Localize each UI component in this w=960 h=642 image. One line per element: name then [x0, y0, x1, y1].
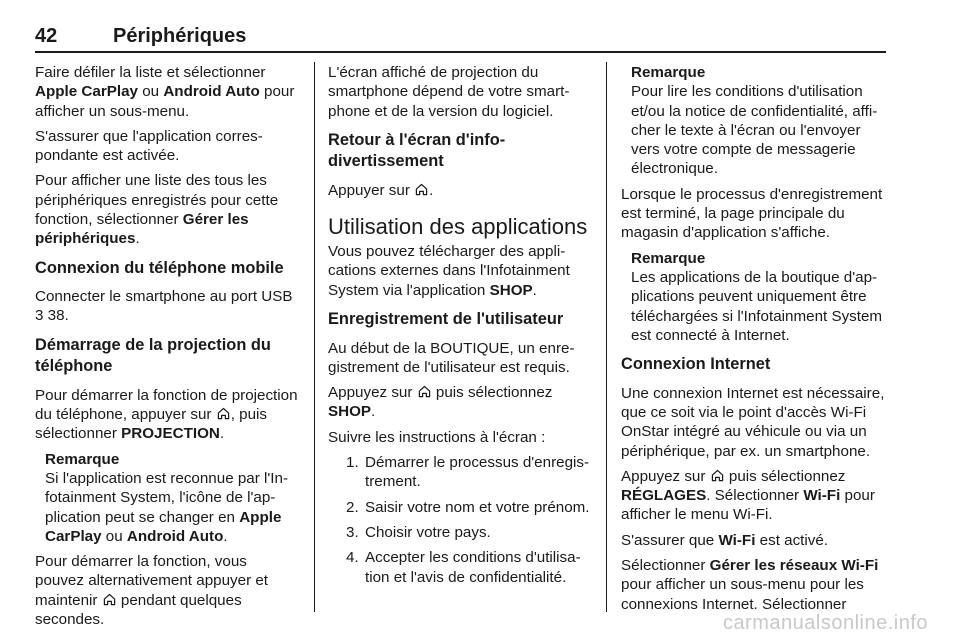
paragraph: Pour démarrer la fonction, vous pouvez alternativement appuyer et maintenir pendant quelques secondes. — [35, 553, 269, 629]
page-number: 42 — [35, 25, 58, 47]
heading-connexion-internet: Connexion Internet — [621, 355, 771, 374]
heading-retour: Retour à l'écran d'info-divertissement — [328, 130, 506, 171]
heading-utilisation: Utilisation des applications — [328, 214, 588, 240]
heading-demarrage: Démarrage de la projection du téléphone — [35, 335, 271, 376]
paragraph: Faire défiler la liste et sélectionner Apple CarPlay ou Android Auto pour afficher un sous-menu. — [35, 64, 295, 120]
note-title: Remarque — [45, 450, 120, 468]
note: Remarque Les applications de la boutique d'applications peuvent uniquement être téléchargées si l'Infotainment System est connecté à Internet. — [631, 249, 888, 345]
home-icon — [711, 469, 724, 482]
paragraph: L'écran affiché de projection du smartphone dépend de votre smartphone et de la version du logiciel. — [328, 64, 570, 120]
home-icon — [415, 183, 428, 196]
list-item: 4. Accepter les conditions d'utilisation et l'avis de confidentialité. — [346, 549, 581, 586]
paragraph: Suivre les instructions à l'écran : — [328, 428, 546, 446]
header-rule — [35, 51, 886, 53]
watermark: carmanualsonline.info — [722, 612, 928, 634]
column-3 — [621, 63, 888, 620]
home-icon — [103, 593, 116, 606]
list-item: 2. Saisir votre nom et votre prénom. — [346, 498, 590, 516]
paragraph: Une connexion Internet est nécessaire, que ce soit via le point d'accès Wi-Fi OnStar intégré au véhicule ou via un périphérique, par ex. un smartphone. — [621, 384, 885, 460]
paragraph: S'assurer que l'application correspondante est activée. — [35, 127, 263, 165]
paragraph: Sélectionner Gérer les réseaux Wi-Fi pour afficher un sous-menu pour les connexions Internet. Sélectionner — [621, 557, 879, 613]
home-icon — [418, 385, 431, 398]
list-item: 3. Choisir votre pays. — [346, 523, 491, 541]
paragraph: Vous pouvez télécharger des applications externes dans l'Infotainment System via l'application SHOP. — [328, 243, 570, 299]
paragraph: S'assurer que Wi-Fi est activé. — [621, 531, 829, 549]
home-icon — [217, 407, 230, 420]
column-divider-2 — [606, 62, 607, 612]
note-title: Remarque — [631, 249, 706, 267]
page-header — [35, 25, 885, 53]
column-2 — [328, 63, 593, 593]
page-title: Périphériques — [113, 25, 247, 47]
heading-enregistrement: Enregistrement de l'utilisateur — [328, 310, 564, 329]
steps-list — [328, 453, 593, 587]
paragraph: Connecter le smartphone au port USB 3 38. — [35, 288, 293, 325]
paragraph: Lorsque le processus d'enregistrement est terminé, la page principale du magasin d'application s'affiche. — [621, 185, 883, 242]
column-1 — [35, 63, 300, 635]
note: Remarque Si l'application est reconnue par l'Infotainment System, l'icône de l'application peut se changer en Apple CarPlay ou Android Auto. — [45, 450, 300, 546]
paragraph: Appuyer sur . — [328, 181, 434, 199]
paragraph: Appuyez sur puis sélectionnez RÉGLAGES. Sélectionner Wi-Fi pour afficher le menu Wi-Fi. — [621, 467, 875, 524]
paragraph: Appuyez sur puis sélectionnez SHOP. — [328, 384, 553, 421]
page-reference-arrow-icon: 3 — [35, 307, 44, 325]
note: Remarque Pour lire les conditions d'utilisation et/ou la notice de confidentialité, afficher le texte à l'écran ou l'envoyer vers votre compte de messagerie électronique. — [631, 63, 888, 179]
paragraph: Pour afficher une liste des tous les périphériques enregistrés pour cette fonction, sélectionner Gérer les périphériques. — [35, 172, 279, 248]
column-divider-1 — [314, 62, 315, 612]
paragraph: Au début de la BOUTIQUE, un enregistrement de l'utilisateur est requis. — [328, 339, 575, 376]
paragraph: Pour démarrer la fonction de projection du téléphone, appuyer sur , puis sélectionner PROJECTION. — [35, 386, 298, 443]
heading-connexion: Connexion du téléphone mobile — [35, 258, 284, 277]
note-title: Remarque — [631, 64, 706, 81]
list-item: 1. Démarrer le processus d'enregistrement. — [346, 454, 590, 491]
